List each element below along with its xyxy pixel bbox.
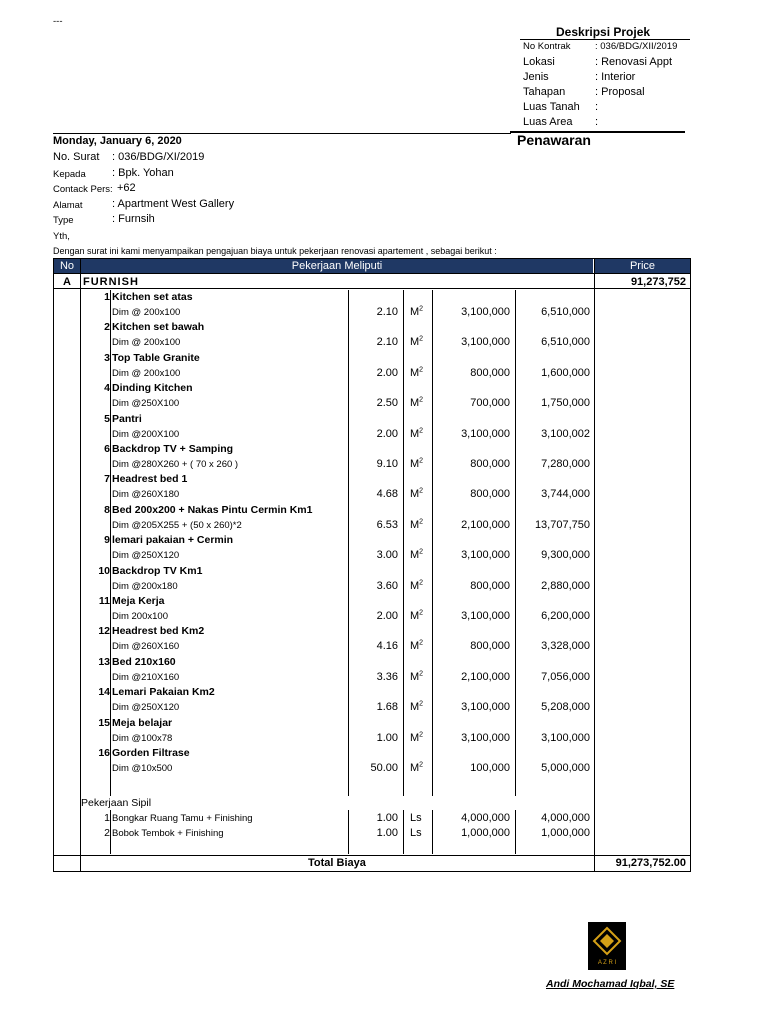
unit-label: M: [410, 427, 420, 440]
item-name: Meja Kerja: [112, 595, 165, 607]
item-unit: [410, 549, 423, 561]
unit-label: M: [410, 610, 420, 622]
item-number: 10: [98, 564, 110, 577]
item-name: Backdrop TV + Samping: [112, 443, 234, 455]
sipil-name: Bongkar Ruang Tamu + Finishing: [112, 813, 253, 824]
unit-superscript: 2: [419, 548, 424, 556]
item-name: Meja belajar: [112, 716, 173, 729]
unit-label: M: [410, 762, 420, 774]
item-dimension: Dim @205X255 + (50 x 260)*2: [112, 519, 242, 531]
unit-label: M: [410, 518, 420, 531]
item-name: Dinding Kitchen: [112, 382, 193, 395]
item-unit: [410, 306, 423, 318]
item-unit-price: 800,000: [470, 366, 510, 379]
item-dimension: Dim 200x100: [112, 611, 168, 622]
item-unit-price: 3,100,000: [461, 731, 510, 744]
sipil-quantity: 1.00: [376, 827, 398, 839]
unit-label: M: [410, 397, 420, 410]
item-unit-price: 3,100,000: [461, 701, 510, 714]
item-dimension: Dim @210X160: [112, 671, 180, 683]
item-amount: 7,056,000: [541, 670, 590, 683]
project-field-label: Tahapan: [523, 86, 566, 98]
unit-label: M: [410, 579, 420, 592]
item-name: Kitchen set bawah: [112, 321, 205, 334]
item-dimension: Dim @250X120: [112, 702, 180, 714]
item-number: 4: [104, 382, 110, 395]
item-number: 2: [104, 321, 110, 334]
unit-superscript: 2: [419, 396, 424, 404]
sipil-amount: 1,000,000: [541, 827, 590, 839]
item-dimension: Dim @280X260 + ( 70 x 260 ): [112, 459, 239, 470]
item-unit: [410, 732, 423, 744]
item-name: Top Table Granite: [112, 351, 200, 364]
item-quantity: 2.00: [376, 610, 398, 622]
project-field-label: Luas Area: [523, 116, 573, 128]
project-field-value: : Proposal: [595, 86, 645, 98]
unit-superscript: 2: [419, 457, 424, 465]
unit-superscript: 2: [419, 761, 424, 769]
unit-superscript: 2: [419, 366, 424, 374]
item-unit: [410, 367, 423, 379]
unit-label: M: [410, 366, 420, 379]
item-number: 7: [104, 473, 110, 486]
project-field-label: Lokasi: [523, 56, 555, 68]
header-price: Price: [595, 259, 690, 273]
item-quantity: 2.10: [376, 336, 398, 349]
surat-label: No. Surat: [53, 151, 100, 163]
item-name: Gorden Filtrase: [112, 747, 190, 759]
item-unit: [410, 519, 423, 531]
item-name: Bed 210x160: [112, 655, 176, 668]
unit-label: M: [410, 701, 420, 714]
item-number: 6: [104, 443, 110, 455]
project-field-value: :: [595, 101, 599, 113]
project-field-label: No Kontrak: [523, 41, 571, 52]
item-name: Kitchen set atas: [112, 291, 193, 303]
item-unit-price: 700,000: [470, 397, 510, 410]
sipil-unit-price: 1,000,000: [461, 827, 510, 839]
item-amount: 5,000,000: [541, 762, 590, 774]
surat-value: : 036/BDG/XI/2019: [112, 151, 205, 163]
item-quantity: 50.00: [370, 762, 398, 774]
item-dimension: Dim @260X160: [112, 641, 180, 653]
item-unit: [410, 336, 423, 348]
item-name: Bed 200x200 + Nakas Pintu Cermin Km1: [112, 503, 313, 516]
item-unit: [410, 580, 423, 592]
item-unit-price: 3,100,000: [461, 610, 510, 622]
total-label: Total Biaya: [308, 857, 366, 869]
unit-label: M: [410, 640, 420, 653]
item-amount: 6,510,000: [541, 336, 590, 349]
item-number: 12: [98, 625, 110, 638]
item-quantity: 3.60: [376, 579, 398, 592]
unit-superscript: 2: [419, 518, 424, 526]
item-amount: 3,328,000: [541, 640, 590, 653]
unit-superscript: 2: [419, 730, 424, 738]
unit-superscript: 2: [419, 609, 424, 617]
unit-superscript: 2: [419, 305, 424, 313]
item-name: Headrest bed Km2: [112, 625, 205, 638]
alamat-label: Alamat: [53, 200, 83, 211]
item-quantity: 2.00: [376, 366, 398, 379]
item-unit: [410, 762, 423, 774]
item-dimension: Dim @250X100: [112, 398, 180, 410]
item-quantity: 4.68: [376, 488, 398, 501]
unit-label: M: [410, 488, 420, 501]
item-quantity: 9.10: [376, 458, 398, 470]
sipil-number: 1: [104, 812, 110, 824]
item-number: 1: [104, 291, 110, 303]
corner-mark: ---: [53, 16, 63, 27]
item-amount: 6,200,000: [541, 610, 590, 622]
item-quantity: 1.68: [376, 701, 398, 714]
sipil-unit-price: 4,000,000: [461, 812, 510, 824]
item-number: 14: [98, 686, 110, 699]
item-unit-price: 2,100,000: [461, 670, 510, 683]
item-amount: 5,208,000: [541, 701, 590, 714]
sipil-title: Pekerjaan Sipil: [81, 797, 152, 809]
item-amount: 7,280,000: [541, 458, 590, 470]
section-total: 91,273,752: [630, 276, 686, 288]
item-unit-price: 3,100,000: [461, 306, 510, 318]
item-name: Lemari Pakaian Km2: [112, 686, 215, 699]
item-dimension: Dim @10x500: [112, 763, 173, 774]
item-unit-price: 800,000: [470, 579, 510, 592]
item-number: 15: [98, 716, 110, 729]
item-amount: 2,880,000: [541, 579, 590, 592]
kepada-label: Kepada: [53, 169, 86, 180]
header-no: No: [54, 259, 80, 273]
sipil-quantity: 1.00: [376, 812, 398, 824]
item-number: 3: [104, 351, 110, 364]
item-unit-price: 2,100,000: [461, 518, 510, 531]
item-number: 8: [104, 503, 110, 516]
unit-superscript: 2: [419, 335, 424, 343]
item-unit: [410, 458, 423, 470]
unit-label: M: [410, 731, 420, 744]
item-unit-price: 800,000: [470, 458, 510, 470]
item-amount: 3,100,002: [541, 427, 590, 440]
item-unit: [410, 428, 423, 440]
sipil-number: 2: [104, 827, 110, 839]
item-amount: 13,707,750: [534, 518, 590, 531]
item-name: Headrest bed 1: [112, 473, 188, 486]
item-quantity: 3.36: [376, 670, 398, 683]
item-dimension: Dim @260X180: [112, 489, 180, 501]
item-unit: [410, 671, 423, 683]
item-amount: 9,300,000: [541, 549, 590, 562]
unit-superscript: 2: [419, 487, 424, 495]
document-title: Penawaran: [517, 132, 591, 148]
item-amount: 6,510,000: [541, 306, 590, 318]
kepada-value: : Bpk. Yohan: [112, 167, 174, 179]
item-name: lemari pakaian + Cermin: [112, 534, 234, 547]
item-amount: 3,100,000: [541, 731, 590, 744]
item-dimension: Dim @ 200x100: [112, 367, 181, 379]
logo-text: A Z R I: [597, 960, 617, 966]
intro-text: Dengan surat ini kami menyampaikan pengajuan biaya untuk pekerjaan renovasi apartement , sebagai berikut :: [53, 246, 497, 256]
project-field-value: : Interior: [595, 71, 636, 83]
unit-superscript: 2: [419, 670, 424, 678]
item-unit-price: 3,100,000: [461, 427, 510, 440]
type-value: : Furnsih: [112, 213, 155, 225]
item-quantity: 3.00: [376, 549, 398, 562]
item-unit-price: 3,100,000: [461, 549, 510, 562]
project-field-value: : Renovasi Appt: [595, 56, 673, 68]
project-field-label: Jenis: [523, 71, 549, 83]
item-dimension: Dim @250X120: [112, 550, 180, 562]
unit-superscript: 2: [419, 578, 424, 586]
item-unit: [410, 610, 423, 622]
company-logo: [588, 922, 626, 970]
sipil-name: Bobok Tembok + Finishing: [112, 828, 224, 839]
greeting: Yth,: [53, 231, 70, 242]
project-field-label: Luas Tanah: [523, 101, 580, 113]
item-unit: [410, 488, 423, 500]
item-dimension: Dim @ 200x100: [112, 307, 181, 318]
item-number: 13: [98, 655, 110, 668]
item-dimension: Dim @200X100: [112, 428, 180, 440]
item-number: 16: [98, 747, 110, 759]
unit-superscript: 2: [419, 426, 424, 434]
project-title: Deskripsi Projek: [556, 25, 651, 39]
item-dimension: Dim @ 200x100: [112, 337, 181, 349]
item-unit: [410, 397, 423, 409]
project-field-value: :: [595, 116, 599, 128]
sipil-unit: Ls: [410, 812, 422, 824]
unit-label: M: [410, 336, 420, 349]
item-quantity: 2.10: [376, 306, 398, 318]
item-quantity: 2.50: [376, 397, 398, 410]
unit-label: M: [410, 306, 420, 318]
item-number: 5: [104, 412, 110, 425]
item-unit: [410, 701, 423, 713]
sipil-amount: 4,000,000: [541, 812, 590, 824]
unit-superscript: 2: [419, 700, 424, 708]
unit-label: M: [410, 670, 420, 683]
item-name: Backdrop TV Km1: [112, 564, 203, 577]
item-quantity: 1.00: [376, 731, 398, 744]
total-value: 91,273,752.00: [615, 857, 686, 869]
item-unit-price: 3,100,000: [461, 336, 510, 349]
item-quantity: 2.00: [376, 427, 398, 440]
header-work: Pekerjaan Meliputi: [81, 259, 593, 273]
item-number: 9: [104, 534, 110, 547]
unit-label: M: [410, 549, 420, 562]
item-dimension: Dim @200x180: [112, 580, 178, 592]
letter-date: Monday, January 6, 2020: [53, 135, 182, 147]
item-dimension: Dim @100x78: [112, 732, 173, 744]
item-amount: 1,750,000: [541, 397, 590, 410]
item-unit-price: 100,000: [470, 762, 510, 774]
unit-label: M: [410, 458, 420, 470]
sipil-unit: Ls: [410, 827, 422, 839]
contact-label: Contack Pers:: [53, 184, 113, 195]
item-number: 11: [98, 595, 110, 607]
alamat-value: : Apartment West Gallery: [112, 198, 235, 210]
item-name: Pantri: [112, 412, 142, 425]
section-letter: A: [63, 276, 71, 288]
item-quantity: 6.53: [376, 518, 398, 531]
project-field-value: : 036/BDG/XII/2019: [595, 41, 678, 52]
item-unit: [410, 640, 423, 652]
item-amount: 3,744,000: [541, 488, 590, 501]
item-unit-price: 800,000: [470, 488, 510, 501]
section-name: FURNISH: [83, 276, 139, 288]
signature-name: Andi Mochamad Iqbal, SE: [546, 978, 675, 990]
unit-superscript: 2: [419, 639, 424, 647]
contact-value: +62: [117, 182, 136, 194]
item-unit-price: 800,000: [470, 640, 510, 653]
item-quantity: 4.16: [376, 640, 398, 653]
type-label: Type: [53, 215, 74, 226]
item-amount: 1,600,000: [541, 366, 590, 379]
